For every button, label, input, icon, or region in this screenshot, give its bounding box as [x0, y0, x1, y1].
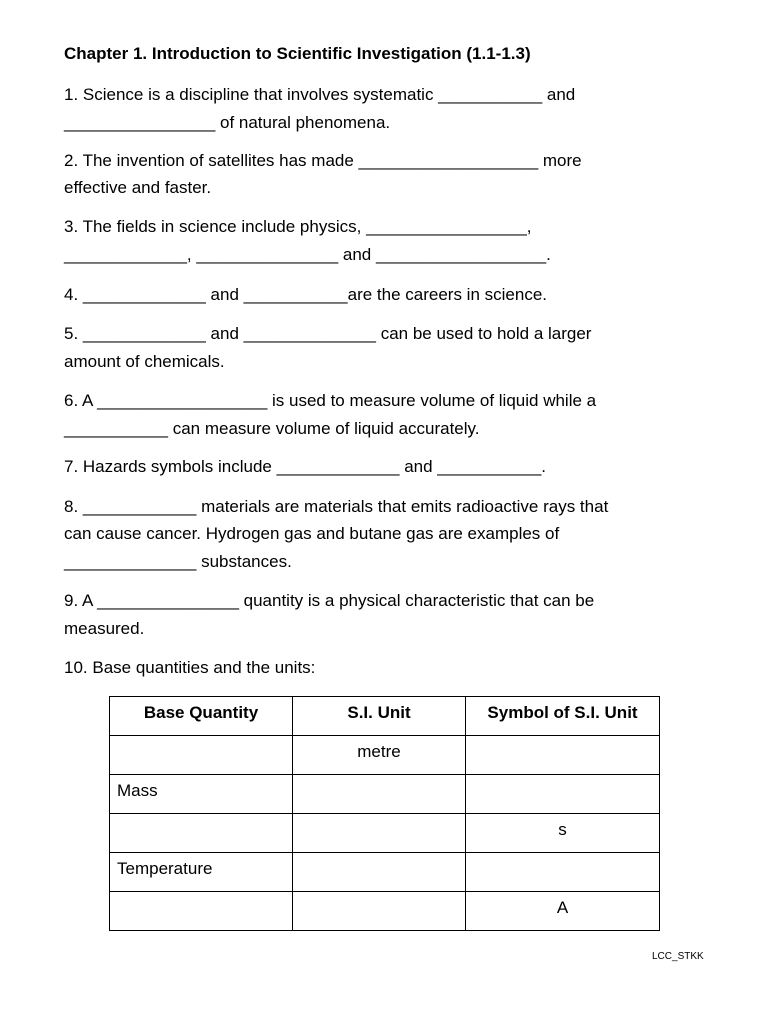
table-row — [110, 775, 660, 814]
q7-line1: 7. Hazards symbols include _____________ and ___________. — [64, 457, 547, 476]
q3-line2: _____________, _______________ and __________________. — [64, 245, 551, 264]
table-cell-quantity: Mass — [110, 775, 293, 814]
table-cell-quantity — [110, 814, 293, 853]
table-cell-quantity: Temperature — [110, 853, 293, 892]
table-cell-quantity — [110, 892, 293, 931]
table-cell-symbol — [466, 853, 660, 892]
base-quantities-table — [109, 696, 660, 931]
table-cell-symbol: A — [466, 892, 660, 931]
table-cell-unit — [293, 853, 466, 892]
table-cell-unit: metre — [293, 736, 466, 775]
table-row — [110, 736, 660, 775]
header-symbol: Symbol of S.I. Unit — [466, 697, 660, 736]
q2-line2: effective and faster. — [64, 178, 212, 197]
table-row — [110, 892, 660, 931]
table-cell-unit — [293, 892, 466, 931]
q2-line1: 2. The invention of satellites has made ___________________ more — [64, 151, 582, 170]
q1-line2: ________________ of natural phenomena. — [64, 113, 391, 132]
q6-line1: 6. A __________________ is used to measure volume of liquid while a — [64, 391, 597, 410]
header-si-unit: S.I. Unit — [293, 697, 466, 736]
table-cell-symbol — [466, 775, 660, 814]
table-header-row — [110, 697, 660, 736]
header-base-quantity: Base Quantity — [110, 697, 293, 736]
table-cell-symbol — [466, 736, 660, 775]
chapter-title: Chapter 1. Introduction to Scientific Investigation (1.1-1.3) — [64, 44, 531, 63]
q8-line2: can cause cancer. Hydrogen gas and butane gas are examples of — [64, 524, 560, 543]
q10-line1: 10. Base quantities and the units: — [64, 658, 316, 677]
q8-line3: ______________ substances. — [64, 552, 292, 571]
q5-line2: amount of chemicals. — [64, 352, 225, 371]
q4-line1: 4. _____________ and ___________are the careers in science. — [64, 285, 547, 304]
table-row — [110, 814, 660, 853]
table-row — [110, 853, 660, 892]
footer-code: LCC_STKK — [652, 951, 704, 962]
table-cell-unit — [293, 814, 466, 853]
q8-line1: 8. ____________ materials are materials that emits radioactive rays that — [64, 497, 609, 516]
q5-line1: 5. _____________ and ______________ can be used to hold a larger — [64, 324, 592, 343]
q9-line1: 9. A _______________ quantity is a physical characteristic that can be — [64, 591, 595, 610]
q3-line1: 3. The fields in science include physics, _________________, — [64, 217, 532, 236]
q6-line2: ___________ can measure volume of liquid accurately. — [64, 419, 480, 438]
q1-line1: 1. Science is a discipline that involves systematic ___________ and — [64, 85, 576, 104]
table-cell-symbol: s — [466, 814, 660, 853]
table-cell-quantity — [110, 736, 293, 775]
table-cell-unit — [293, 775, 466, 814]
q9-line2: measured. — [64, 619, 145, 638]
